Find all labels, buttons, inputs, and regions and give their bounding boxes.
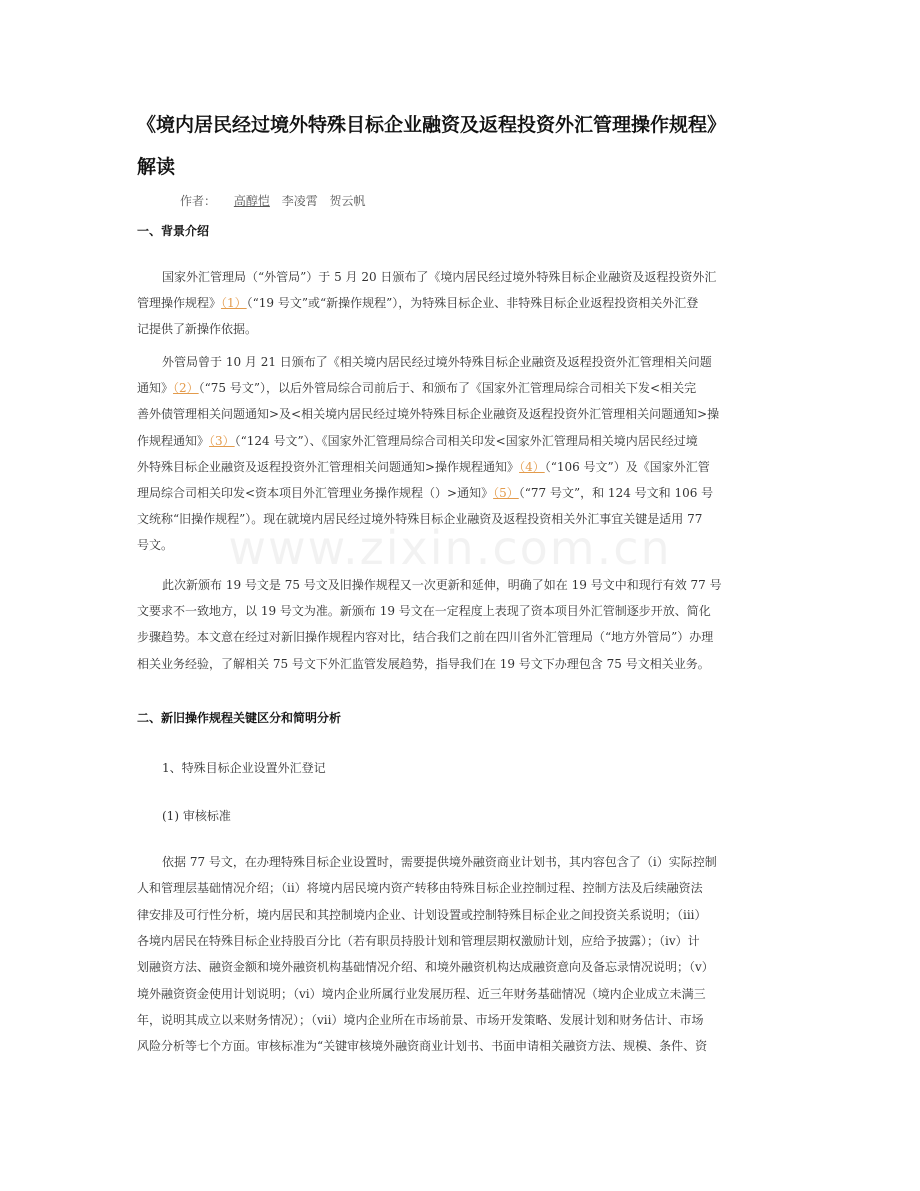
text-line (137, 432, 698, 449)
text-line (137, 628, 713, 645)
text-segment: 风险分析等七个方面。审核标准为“关键审核境外融资商业计划书、书面申请相关融资方法、规模、条件、资 (137, 1039, 708, 1054)
text-line (162, 353, 712, 370)
footnote-link[interactable]: （3） (209, 433, 235, 448)
document-title-line2: 解读 (137, 156, 176, 178)
text-segment: 相关业务经验，了解相关 75 号文下外汇监管发展趋势，指导我们在 19 号文下办理包含 75 号文相关业务。 (137, 656, 710, 671)
text-segment: 划融资方法、融资金额和境外融资机构基础情况介绍、和境外融资机构达成融资意向及备忘录情况说明；（v） (137, 960, 714, 975)
footnote-link[interactable]: （2） (173, 381, 199, 396)
text-segment: 年，说明其成立以来财务情况）；（vii）境内企业所在市场前景、市场开发策略、发展计划和财务估计、市场 (137, 1012, 704, 1027)
text-line (137, 1037, 707, 1054)
text-segment: 善外债管理相关问题通知>及<相关境内居民经过境外特殊目标企业融资及返程投资外汇管理相关问题通知>操 (137, 407, 720, 422)
text-segment: 外管局曾于 10 月 21 日颁布了《相关境内居民经过境外特殊目标企业融资及返程投资外汇管理相关问题 (162, 355, 712, 369)
text-line (162, 268, 716, 285)
section-heading-analysis: 二、新旧操作规程关键区分和简明分析 (137, 711, 342, 725)
text-segment: 国家外汇管理局（“外管局”）于 5 月 20 日颁布了《境内居民经过境外特殊目标企业融资及返程投资外汇 (162, 270, 717, 284)
text-line (162, 853, 717, 870)
text-line (137, 405, 719, 422)
text-line (137, 379, 696, 396)
text-segment: （“106 号文”）及《国家外汇管 (544, 459, 710, 474)
text-segment: 通知》 (137, 381, 174, 396)
text-segment: 文要求不一致地方，以 19 号文为准。新颁布 19 号文在一定程度上表现了资本项目外汇管制逐步开放、简化 (137, 604, 711, 619)
footnote-link[interactable]: （1） (221, 296, 247, 311)
subsection-heading-criteria: (1) 审核标准 (162, 809, 231, 823)
footnote-link[interactable]: （4） (519, 459, 545, 474)
text-line (162, 576, 722, 593)
text-line (137, 906, 707, 923)
text-segment: 作规程通知》 (137, 433, 210, 448)
text-segment: 人和管理层基础情况介绍；（ii）将境内居民境内资产转移由特殊目标企业控制过程、控制方法及后续融资法 (137, 881, 703, 896)
text-segment: （“75 号文”），以后外管局综合司前后于、和颁布了《国家外汇管理局综合司相关下发<相关完 (198, 381, 697, 396)
text-line (137, 484, 713, 501)
author-link[interactable]: 高醇恺 (233, 194, 270, 208)
text-line (137, 458, 710, 475)
subsection-heading: 1、特殊目标企业设置外汇登记 (162, 761, 326, 775)
text-segment: （“19 号文”或“新操作规程”），为特殊目标企业、非特殊目标企业返程投资相关外汇登 (246, 296, 699, 311)
text-segment: 理局综合司相关印发<资本项目外汇管理业务操作规程（）>通知》 (137, 486, 494, 500)
author-name: 李凌霄 (281, 194, 318, 208)
authors-line (180, 192, 374, 209)
text-segment: 此次新颁布 19 号文是 75 号文及旧操作规程又一次更新和延伸，明确了如在 19 号文中和现行有效 77 号 (162, 578, 722, 592)
author-name: 贺云帆 (329, 194, 366, 208)
text-line (137, 655, 710, 672)
text-segment: 各境内居民在特殊目标企业持股百分比（若有职员持股计划和管理层期权激励计划，应给予披露）；（iv）计 (137, 933, 700, 948)
text-line (137, 932, 700, 949)
authors-label: 作者： (180, 194, 217, 208)
text-line (137, 294, 698, 311)
text-line (137, 510, 702, 527)
text-segment: 步骤趋势。本文意在经过对新旧操作规程内容对比，结合我们之前在四川省外汇管理局（“地方外管局”）办理 (137, 630, 714, 645)
text-segment: 依据 77 号文，在办理特殊目标企业设置时，需要提供境外融资商业计划书，其内容包含了（i）实际控制 (162, 855, 717, 869)
text-segment: 律安排及可行性分析，境内居民和其控制境内企业、计划设置或控制特殊目标企业之间投资关系说明；（iii） (137, 907, 707, 922)
text-segment: 外特殊目标企业融资及返程投资外汇管理相关问题通知>操作规程通知》 (137, 459, 520, 474)
text-line (137, 1011, 703, 1028)
text-segment: 文统称“旧操作规程”）。现在就境内居民经过境外特殊目标企业融资及返程投资相关外汇事宜关键是适用 77 (137, 512, 703, 527)
text-line (137, 958, 714, 975)
section-heading-background: 一、背景介绍 (137, 224, 210, 238)
text-segment: 记提供了新操作依据。 (137, 322, 258, 337)
text-segment: 号文。 (137, 538, 174, 553)
text-line (137, 320, 257, 337)
text-line (137, 985, 706, 1002)
text-segment: 境外融资资金使用计划说明；（vi）境内企业所属行业发展历程、近三年财务基础情况（境内企业成立未满三 (137, 986, 706, 1001)
text-segment: 管理操作规程》 (137, 296, 222, 311)
text-segment: （“77 号文”，和 124 号文和 106 号 (518, 486, 714, 500)
watermark: www.zixin.com.cn (228, 521, 672, 575)
footnote-link[interactable]: （5） (493, 486, 519, 500)
document-title-line1: 《境内居民经过境外特殊目标企业融资及返程投资外汇管理操作规程》 (137, 114, 727, 136)
text-line (137, 879, 703, 896)
text-segment: （“124 号文”）、《国家外汇管理局综合司相关印发<国家外汇管理局相关境内居民经过境 (234, 433, 698, 448)
text-line (137, 602, 711, 619)
text-line (137, 536, 173, 553)
